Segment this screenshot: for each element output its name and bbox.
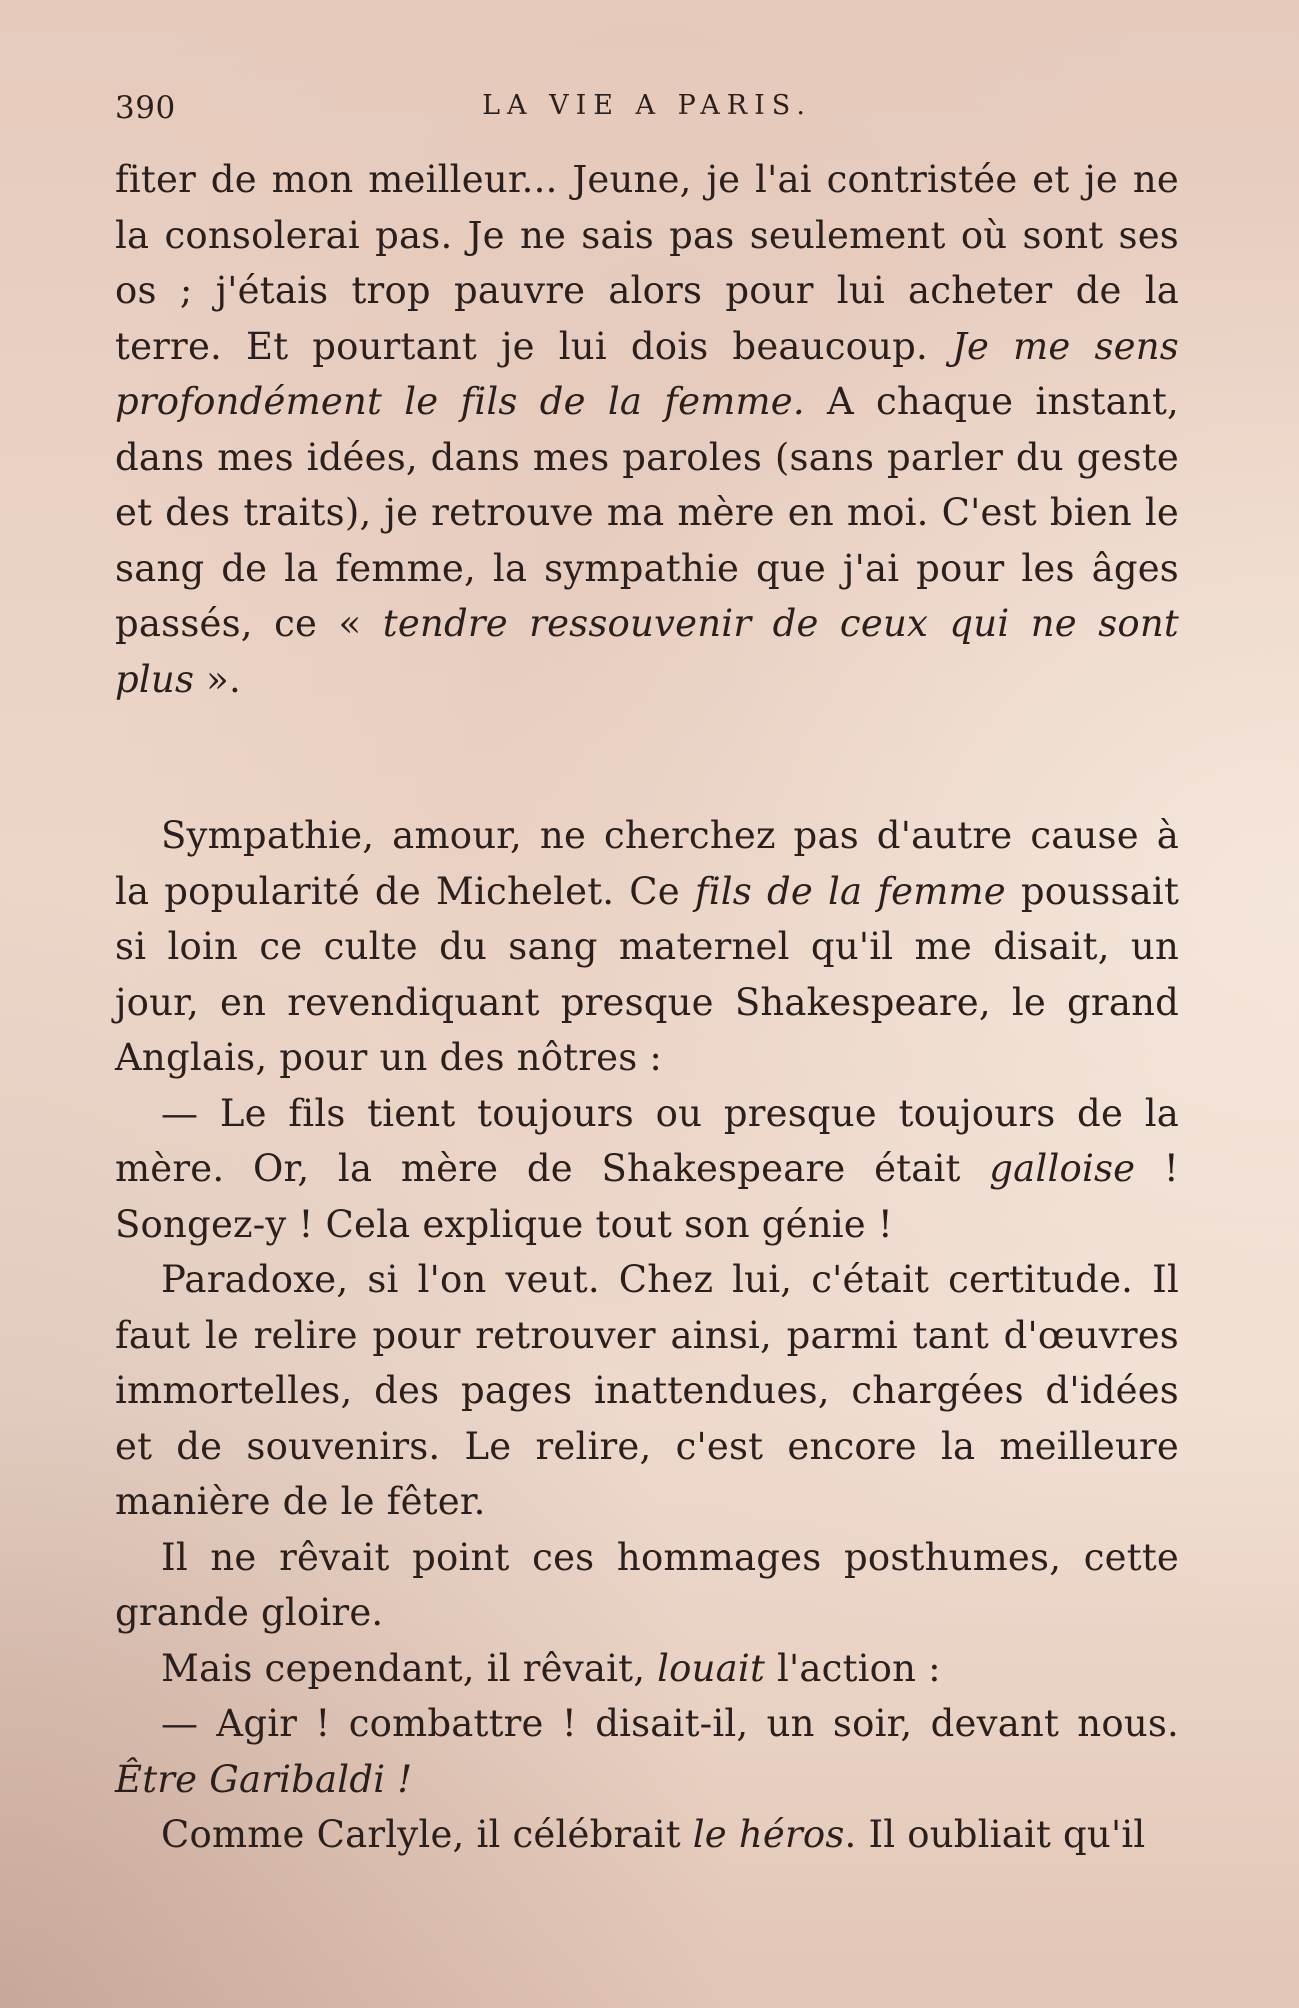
italic-text: galloise (989, 1147, 1136, 1190)
italic-text: fils de la femme (694, 869, 1006, 913)
text-segment: poussait si loin ce culte du sang maternel qu'il me disait, un jour, en revendiquant presque Shakespeare, le grand Anglais, pour un des nôtres : (115, 869, 1180, 1079)
paragraph (115, 1807, 1179, 1863)
text-segment: l'action : (765, 1646, 941, 1690)
text-segment: Il ne rêvait point ces hommages posthumes, cette grande gloire. (115, 1535, 1179, 1634)
text-segment: — Le fils tient toujours ou presque toujours de la mère. Or, la mère de Shakespeare était (115, 1091, 1179, 1190)
italic-text: tendre ressouvenir de ceux qui ne sont plus (115, 602, 1179, 701)
text-block-top (115, 152, 1179, 707)
italic-text: Je me sens profondément le fils de la femme. (115, 324, 1179, 423)
page-number: 390 (115, 90, 176, 126)
text-segment: ! Songez-y ! Cela explique tout son génie ! (115, 1147, 1179, 1246)
paragraph (115, 1252, 1179, 1530)
dialogue-paragraph (115, 1086, 1179, 1253)
running-head: LA VIE A PARIS. (482, 90, 812, 121)
text-segment: A chaque instant, dans mes idées, dans mes paroles (sans parler du geste et des traits), je retrouve ma mère en moi. C'est bien le sang de la femme, la sympathie que j'ai pour les âges passés, ce « (115, 380, 1179, 645)
text-segment: . Il oubliait qu'il (844, 1813, 1146, 1856)
paragraph (115, 1641, 1179, 1697)
italic-text: le héros (692, 1813, 845, 1856)
dialogue-paragraph (115, 1696, 1179, 1807)
text-segment: Sympathie, amour, ne cherchez pas d'autre cause à la popularité de Michelet. Ce (115, 814, 1179, 913)
text-segment: Paradoxe, si l'on veut. Chez lui, c'était certitude. Il faut le relire pour retrouver ainsi, parmi tant d'œuvres immortelles, des pages inattendues, chargées d'idées et de souvenirs. Le relire, c'est encore la meilleure manière de le fêter. (115, 1258, 1179, 1523)
paragraph (115, 808, 1179, 1086)
text-segment: — Agir ! combattre ! disait-il, un soir, devant nous. (161, 1702, 1179, 1745)
italic-text: louait (657, 1646, 766, 1690)
text-segment: ». (194, 657, 241, 701)
page-header (115, 84, 1179, 134)
text-segment: Mais cependant, il rêvait, (161, 1646, 658, 1690)
text-block-bottom (115, 808, 1179, 1863)
text-segment: Comme Carlyle, il célébrait (161, 1813, 693, 1856)
text-segment: fiter de mon meilleur... Jeune, je l'ai contristée et je ne la consolerai pas. Je ne sais pas seulement où sont ses os ; j'étais trop pauvre alors pour lui acheter de la terre. Et pourtant je lui dois beaucoup. (115, 158, 1179, 368)
italic-text: Être Garibaldi ! (115, 1757, 413, 1801)
paragraph (115, 152, 1179, 707)
paragraph (115, 1530, 1179, 1641)
